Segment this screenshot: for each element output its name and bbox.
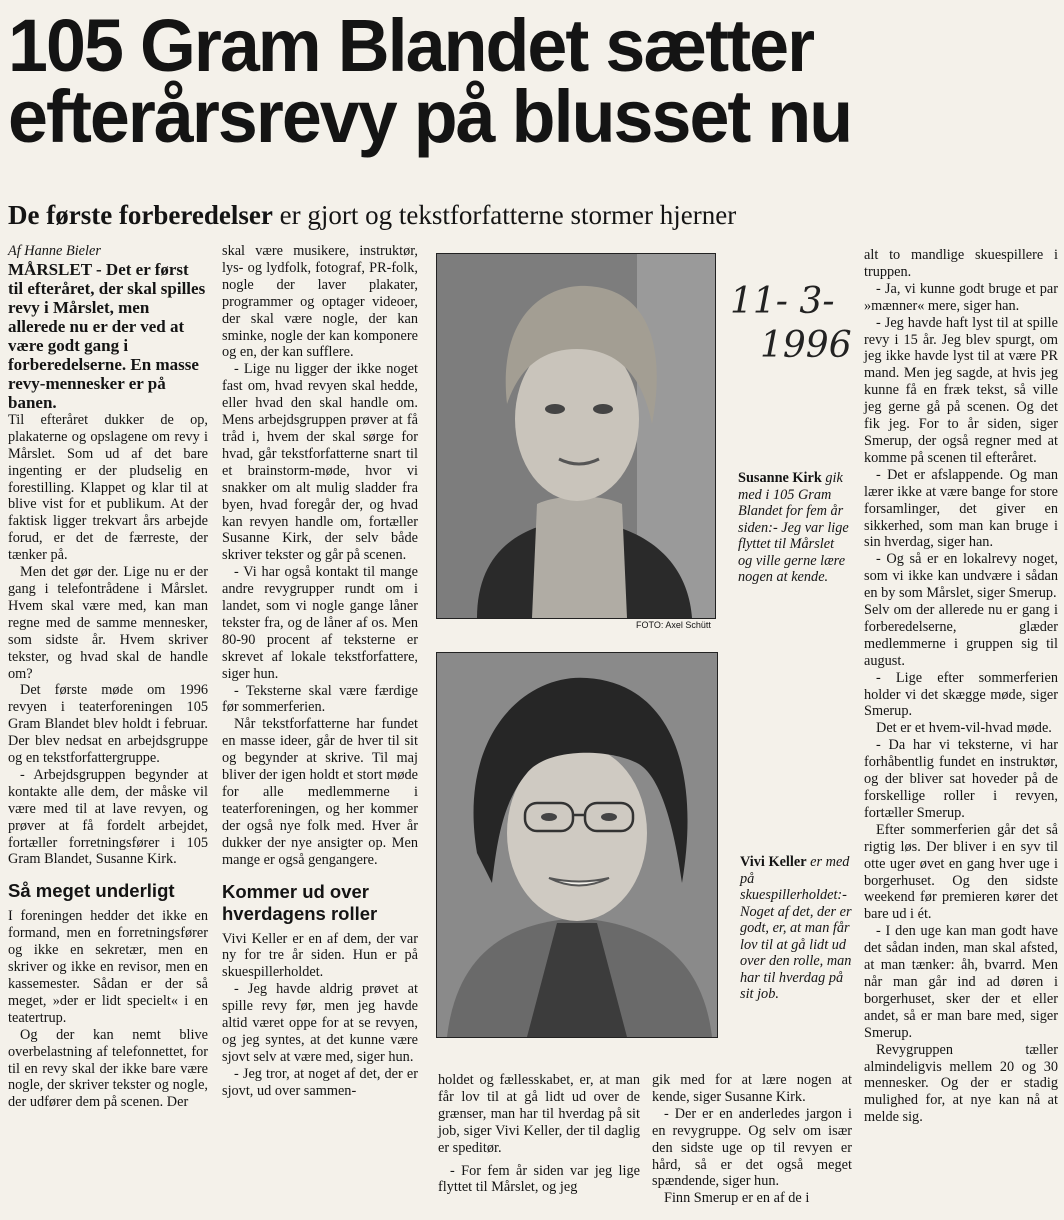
paragraph: - Teksterne skal være færdige før sommerferien. <box>222 682 418 716</box>
paragraph: skal være musikere, instruktør, lys- og lydfolk, fotograf, PR-folk, nogle der laver plakater, programmer og optager videoer, der skal være nogle, der kan sminke, nogle der kan komponere og en, der kan sufflere. <box>222 243 418 361</box>
handwritten-date-line1: 11- 3- <box>730 281 835 322</box>
paragraph: - For fem år siden var jeg lige flyttet til Mårslet, og jeg <box>438 1162 640 1196</box>
photo-credit: FOTO: Axel Schütt <box>636 620 711 630</box>
paragraph: Efter sommerferien går det så rigtig løs. Der bliver i en syv til otte uger øvet en gang hver uge i borgerhuset. Og den sidste weekend før premieren kører det bare ud i ét. <box>864 821 1058 923</box>
caption-susanne-kirk <box>738 470 850 586</box>
section-heading: Så meget underligt <box>8 880 175 902</box>
paragraph: - Vi har også kontakt til mange andre revygrupper rundt om i landet, som vi nogle gange låner tekster fra, og de låner af os. Men 80-90 procent af teksterne er skrevet af lokale tekstforfattere, siger hun. <box>222 564 418 682</box>
byline: Af Hanne Bieler <box>8 243 101 259</box>
column-2 <box>222 243 418 1100</box>
column-4 <box>652 1072 852 1207</box>
paragraph: - Lige efter sommerferien holder vi det skægge møde, siger Smerup. <box>864 669 1058 720</box>
paragraph: - Der er en anderledes jargon i en revygruppe. Og selv om især den sidste uge op til revyen er hård, så er det også meget spændende, siger hun. <box>652 1105 852 1190</box>
caption-name: Susanne Kirk <box>738 470 822 486</box>
paragraph: Men det gør der. Lige nu er der gang i telefontrådene i Mårslet. Hvem skal være med, kan man regne med de samme mennesker, som sidste år. Hvem skriver tekster, og hvad skal de handle om? <box>8 564 208 682</box>
paragraph: holdet og fællesskabet, er, at man får lov til at gå lidt ud over de grænser, man har til hverdag på sit job, siger Vivi Keller, der til daglig er speditør. <box>438 1072 640 1156</box>
paragraph: - Jeg havde aldrig prøvet at spille revy før, men jeg havde altid været oppe for at se revyen, og jeg syntes, at det kunne være sjovt selv at være med, siger hun. <box>222 981 418 1065</box>
paragraph: - Arbejdsgruppen begynder at kontakte alle dem, der måske vil være med til at lave revyen, og prøver at få fordelt arbejdet, fortæller forretningsfører i 105 Gram Blandet, Susanne Kirk. <box>8 766 208 868</box>
paragraph: - I den uge kan man godt have det sådan inden, man skal afsted, at man tænker: åh, bvarrd. Men når man går ind ad døren i borgerhuset, sker der et eller andet, så er man bare med, siger Smerup. <box>864 923 1058 1041</box>
caption-text: er med på skuespillerholdet:- Noget af det, der er godt, er, at man får lov til at gå lidt ud over den rolle, man har til hverdag på sit job. <box>740 854 852 1002</box>
paragraph: Selv om der allerede nu er gang i forberedelserne, glæder medlemmerne i gruppen sig til august. <box>864 602 1058 669</box>
section-heading: Kommer ud over hverdagens roller <box>222 880 378 924</box>
paragraph: - Da har vi teksterne, vi har forhåbentlig fundet en instruktør, og der bliver sat hoveder på de forskellige roller i revyen, fortæller Smerup. <box>864 737 1058 821</box>
column-5 <box>864 247 1058 1126</box>
paragraph: I foreningen hedder det ikke en formand, men en forretningsfører og ikke en sekretær, men en skriver og ikke en revisor, men en kassemester. Sådan er der så meget, »der er lidt specielt« i en teatertrup. <box>8 908 208 1026</box>
paragraph: gik med for at lære nogen at kende, siger Susanne Kirk. <box>652 1072 852 1105</box>
paragraph: Vivi Keller er en af dem, der var ny for tre år siden. Hun er på skuespillerholdet. <box>222 930 418 981</box>
paragraph: - Og så er en lokalrevy noget, som vi ikke kan undvære i sådan en by som Mårslet, siger Smerup. <box>864 551 1058 602</box>
column-3 <box>438 1072 640 1196</box>
column-1 <box>8 243 208 1111</box>
paragraph: alt to mandlige skuespillere i truppen. <box>864 247 1058 280</box>
photo-susanne-kirk <box>436 253 716 619</box>
headline: 105 Gram Blandet sætter efterårsrevy på blusset nu <box>8 4 852 158</box>
subhead-bold: De første forberedelser <box>8 200 273 230</box>
caption-vivi-keller <box>740 854 852 1003</box>
paragraph: - Jeg havde haft lyst til at spille revy i 15 år. Jeg blev spurgt, om jeg ikke havde lyst til at være PR mand. Men jeg sagde, at hvis jeg kunne få en fræk tekst, så ville jeg gerne gå på scenen. Og det fik jeg. For to år siden, siger Smerup, der også regner med at komme på scenen til efteråret. <box>864 314 1058 466</box>
paragraph: Finn Smerup er en af de i <box>664 1190 810 1207</box>
paragraph: Det første møde om 1996 revyen i teaterforeningen 105 Gram Blandet blev holdt i februar. Der blev nedsat en arbejdsgruppe og en tekstforfattergruppe. <box>8 682 208 767</box>
paragraph: - Lige nu ligger der ikke noget fast om, hvad revyen skal hedde, eller hvad den skal handle om. Mens arbejdsgruppen prøver at få tråd i, hvem der skal sørge for hvad, går tekstforfatterne snart til et brainstorm-møde, hvor vi snakker om alt mulig sladder fra byen, hvad foregår der, og hvad kan revyen handle om, fortæller Susanne Kirk, der selv både skriver tekster og går på scenen. <box>222 361 418 564</box>
paragraph: - Jeg tror, at noget af det, der er sjovt, ud over sammen- <box>222 1065 418 1099</box>
photo-vivi-keller <box>436 652 718 1038</box>
handwritten-date-line2: 1996 <box>760 325 852 366</box>
lead-paragraph: MÅRSLET - Det er først til efteråret, der skal spilles revy i Mårslet, men allerede nu er der ved at være godt gang i forberedelserne. En masse revy-mennesker er på banen. <box>8 259 206 412</box>
caption-name: Vivi Keller <box>740 854 807 870</box>
paragraph: - Det er afslappende. Og man lærer ikke at være bange for store forsamlinger, det giver en sikkerhed, som man kan bruge i sin hverdag, siger han. <box>864 466 1058 551</box>
paragraph: Når tekstforfatterne har fundet en masse ideer, går de hver til sit og begynder at skrive. Til maj bliver der igen holdt et stort møde for alle medlemmerne i teaterforeningen, og her kommer der også nye folk med. Hver år dukker der nye ansigter op. Men mange er også gengangere. <box>222 716 418 868</box>
portrait-image <box>437 254 715 618</box>
paragraph: Det er et hvem-vil-hvad møde. <box>876 720 1052 737</box>
caption-text: gik med i 105 Gram Blandet for fem år siden:- Jeg var lige flyttet til Mårslet og ville gerne lære nogen at kende. <box>738 470 849 585</box>
subhead-rest: er gjort og tekstforfatterne stormer hjerner <box>272 200 737 230</box>
subheadline <box>8 199 1058 231</box>
paragraph: - Ja, vi kunne godt bruge et par »mænner« mere, siger han. <box>864 280 1058 314</box>
paragraph: Revygruppen tæller almindeligvis mellem 20 og 30 mennesker. Og der er stadig mulighed for, at nye kan nå at melde sig. <box>864 1041 1058 1126</box>
portrait-image <box>437 653 717 1037</box>
paragraph: Og der kan nemt blive overbelastning af telefonnettet, for til en revy skal der ikke bare være nogle, der skriver tekster og nogle, der udfører dem på scenen. Der <box>8 1026 208 1111</box>
paragraph: Til efteråret dukker de op, plakaterne og opslagene om revy i Mårslet. Som ud af det bare ingenting er der pludselig en forestilling. Klappet og klar til at blive vist for et publikum. At der faktisk ligger trekvart års arbejde forud, er det de færreste, der tænker på. <box>8 411 208 564</box>
handwritten-date <box>730 280 852 368</box>
